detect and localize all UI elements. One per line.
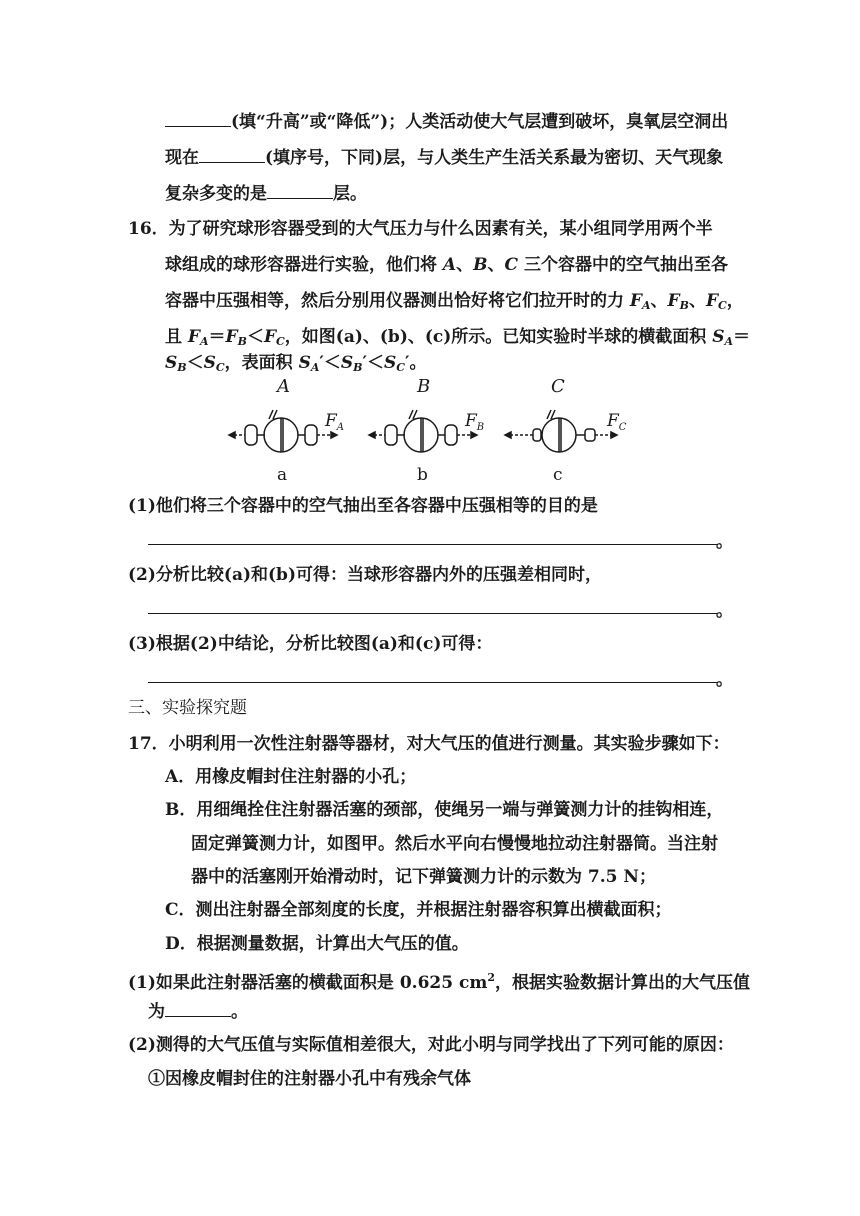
q17-part-2: (2)测得的大气压值与实际值相差很大，对此小明与同学找出了下列可能的原因：	[128, 1035, 734, 1055]
question-number: 17．	[128, 734, 169, 754]
answer-line[interactable]	[148, 682, 718, 683]
q16-line-5: $S_B<S_C$，表面积 $S_A'<S_B'<S_C'$。	[165, 353, 427, 374]
question-number: 16．	[128, 219, 169, 239]
period: 。	[716, 601, 733, 621]
sphere-apparatus	[505, 410, 617, 452]
q16-part-1: (1)他们将三个容器中的空气抽出至各容器中压强相等的目的是	[128, 496, 598, 516]
answer-blank[interactable]	[165, 1000, 231, 1017]
q17-line-1: 17．小明利用一次性注射器等器材，对大气压的值进行测量。其实验步骤如下：	[128, 734, 730, 754]
q17-step-b-2: 固定弹簧测力计，如图甲。然后水平向右慢慢地拉动注射器筒。当注射	[191, 834, 718, 854]
q17-step-c: C．测出注射器全部刻度的长度，并根据注射器容积算出横截面积；	[165, 900, 672, 920]
text-line-3: 复杂多变的是 层。	[165, 184, 367, 204]
figure-label-top: C	[551, 378, 565, 397]
q17-part-1-line-2: 为 。	[148, 1002, 248, 1022]
q16-part-3: (3)根据(2)中结论，分析比较图(a)和(c)可得：	[128, 634, 493, 654]
figure-c	[505, 378, 627, 485]
force-label: $F_C$	[607, 411, 627, 433]
q17-step-b-3: 器中的活塞刚开始滑动时，记下弹簧测力计的示数为 7.5 N；	[191, 867, 656, 887]
text-line-2: 现在 (填序号，下同)层，与人类生产生活关系最为密切、天气现象	[165, 148, 724, 168]
figure-b	[369, 378, 484, 485]
figure-label-bottom: c	[553, 465, 563, 485]
hemisphere-figure	[225, 378, 645, 488]
period: 。	[716, 670, 733, 690]
answer-line[interactable]	[148, 544, 718, 545]
answer-blank[interactable]	[165, 110, 231, 127]
figure-label-bottom: b	[417, 465, 428, 485]
sphere-apparatus	[369, 410, 477, 452]
q17-part-2-reason-1: ①因橡皮帽封住的注射器小孔中有残余气体	[148, 1069, 471, 1089]
q17-step-a: A．用橡皮帽封住注射器的小孔；	[165, 767, 417, 787]
figure-label-bottom: a	[277, 465, 288, 485]
q16-part-2: (2)分析比较(a)和(b)可得：当球形容器内外的压强差相同时，	[128, 565, 602, 585]
sphere-apparatus	[229, 410, 337, 452]
q17-step-d: D．根据测量数据，计算出大气压的值。	[165, 934, 469, 954]
q17-step-b-1: B．用细绳拴住注射器活塞的颈部，使绳另一端与弹簧测力计的挂钩相连，	[165, 800, 724, 820]
force-label: $F_A$	[325, 411, 345, 433]
q17-part-1-line-1: (1)如果此注射器活塞的横截面积是 0.625 $cm^2$，根据实验数据计算出的大气压值	[128, 971, 750, 993]
figure-a	[229, 378, 344, 485]
q16-line-4: 且 $F_A=F_B<F_C$，如图(a)、(b)、(c)所示。已知实验时半球的横截面积 $S_A=$	[165, 327, 751, 348]
period: 。	[716, 532, 733, 552]
text-line-1: (填“升高”或“降低”)；人类活动使大气层遭到破坏，臭氧层空洞出	[165, 110, 728, 133]
q16-line-2: 球组成的球形容器进行实验，他们将 A、B、C 三个容器中的空气抽出至各	[165, 255, 728, 275]
figure-label-top: A	[277, 378, 290, 397]
answer-blank[interactable]	[199, 146, 265, 163]
answer-blank[interactable]	[267, 182, 333, 199]
q16-line-1: 16．为了研究球形容器受到的大气压力与什么因素有关，某小组同学用两个半	[128, 219, 713, 239]
section-heading: 三、实验探究题	[128, 698, 247, 718]
q16-line-3: 容器中压强相等，然后分别用仪器测出恰好将它们拉开时的力 $F_A$、$F_B$、$F_C$，	[165, 291, 744, 312]
force-label: $F_B$	[465, 411, 485, 433]
figure-label-top: B	[417, 378, 431, 397]
answer-line[interactable]	[148, 613, 718, 614]
